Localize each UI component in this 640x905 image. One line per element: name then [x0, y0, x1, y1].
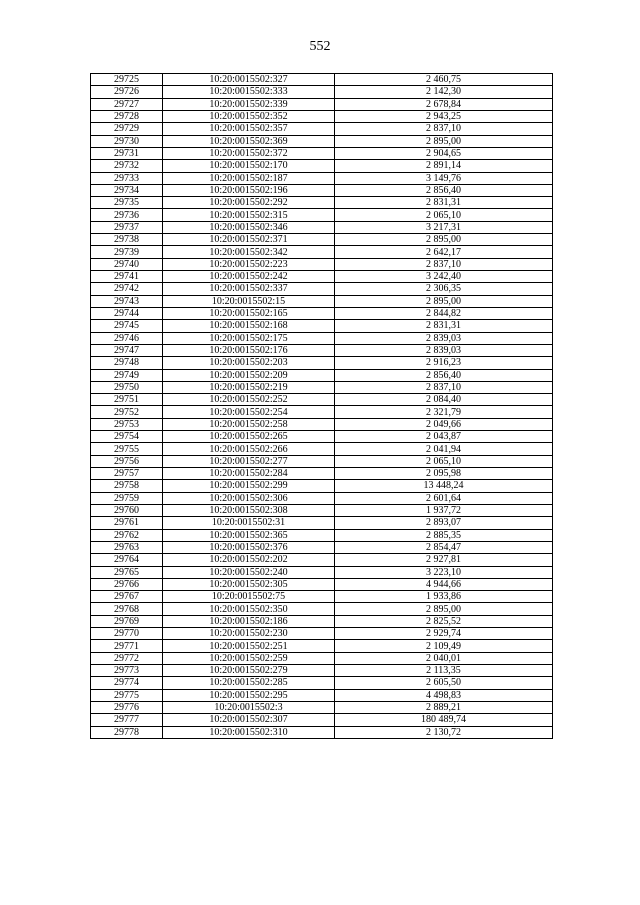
row-number-cell: 29740	[91, 258, 163, 270]
row-number-cell: 29763	[91, 541, 163, 553]
cadastral-value-cell: 2 113,35	[335, 665, 553, 677]
table-row	[91, 578, 553, 590]
page-number: 552	[309, 39, 331, 54]
table-row	[91, 123, 553, 135]
row-number-cell: 29750	[91, 381, 163, 393]
table-row	[91, 197, 553, 209]
cadastral-value-cell: 2 049,66	[335, 418, 553, 430]
row-number-cell: 29773	[91, 665, 163, 677]
cadastral-value-cell: 2 642,17	[335, 246, 553, 258]
cadastral-number-cell: 10:20:0015502:365	[163, 529, 335, 541]
cadastral-value-cell: 4 498,83	[335, 689, 553, 701]
cadastral-value-cell: 2 065,10	[335, 455, 553, 467]
row-number-cell: 29731	[91, 147, 163, 159]
cadastral-value-cell: 2 605,50	[335, 677, 553, 689]
cadastral-value-cell: 2 904,65	[335, 147, 553, 159]
table-row	[91, 221, 553, 233]
row-number-cell: 29751	[91, 394, 163, 406]
cadastral-number-cell: 10:20:0015502:333	[163, 86, 335, 98]
row-number-cell: 29777	[91, 714, 163, 726]
cadastral-value-cell: 2 065,10	[335, 209, 553, 221]
table-row	[91, 431, 553, 443]
table-body	[91, 74, 553, 739]
cadastral-value-cell: 2 825,52	[335, 615, 553, 627]
cadastral-value-cell: 2 856,40	[335, 369, 553, 381]
cadastral-number-cell: 10:20:0015502:369	[163, 135, 335, 147]
row-number-cell: 29768	[91, 603, 163, 615]
cadastral-number-cell: 10:20:0015502:285	[163, 677, 335, 689]
row-number-cell: 29736	[91, 209, 163, 221]
table-row	[91, 74, 553, 86]
cadastral-number-cell: 10:20:0015502:277	[163, 455, 335, 467]
table-row	[91, 455, 553, 467]
row-number-cell: 29753	[91, 418, 163, 430]
row-number-cell: 29732	[91, 160, 163, 172]
table-row	[91, 554, 553, 566]
row-number-cell: 29744	[91, 307, 163, 319]
row-number-cell: 29738	[91, 234, 163, 246]
cadastral-value-cell: 2 678,84	[335, 98, 553, 110]
cadastral-value-cell: 2 895,00	[335, 295, 553, 307]
cadastral-number-cell: 10:20:0015502:209	[163, 369, 335, 381]
cadastral-value-cell: 2 916,23	[335, 357, 553, 369]
table-row	[91, 603, 553, 615]
cadastral-number-cell: 10:20:0015502:284	[163, 468, 335, 480]
cadastral-number-cell: 10:20:0015502:175	[163, 332, 335, 344]
table-row	[91, 357, 553, 369]
cadastral-value-cell: 2 084,40	[335, 394, 553, 406]
row-number-cell: 29746	[91, 332, 163, 344]
cadastral-number-cell: 10:20:0015502:339	[163, 98, 335, 110]
cadastral-number-cell: 10:20:0015502:168	[163, 320, 335, 332]
table-row	[91, 529, 553, 541]
table-row	[91, 701, 553, 713]
cadastral-value-cell: 2 844,82	[335, 307, 553, 319]
cadastral-number-cell: 10:20:0015502:315	[163, 209, 335, 221]
cadastral-number-cell: 10:20:0015502:252	[163, 394, 335, 406]
row-number-cell: 29771	[91, 640, 163, 652]
table-row	[91, 110, 553, 122]
cadastral-number-cell: 10:20:0015502:186	[163, 615, 335, 627]
row-number-cell: 29761	[91, 517, 163, 529]
cadastral-value-cell: 2 885,35	[335, 529, 553, 541]
table-row	[91, 283, 553, 295]
table-row	[91, 86, 553, 98]
row-number-cell: 29759	[91, 492, 163, 504]
table-row	[91, 714, 553, 726]
row-number-cell: 29748	[91, 357, 163, 369]
row-number-cell: 29728	[91, 110, 163, 122]
cadastral-value-cell: 2 895,00	[335, 603, 553, 615]
cadastral-number-cell: 10:20:0015502:258	[163, 418, 335, 430]
cadastral-value-cell: 2 929,74	[335, 628, 553, 640]
cadastral-number-cell: 10:20:0015502:202	[163, 554, 335, 566]
cadastral-value-cell: 3 149,76	[335, 172, 553, 184]
cadastral-value-cell: 4 944,66	[335, 578, 553, 590]
cadastral-number-cell: 10:20:0015502:279	[163, 665, 335, 677]
table-row	[91, 147, 553, 159]
row-number-cell: 29725	[91, 74, 163, 86]
table-row	[91, 394, 553, 406]
table-row	[91, 246, 553, 258]
table-row	[91, 504, 553, 516]
row-number-cell: 29775	[91, 689, 163, 701]
table-row	[91, 295, 553, 307]
row-number-cell: 29741	[91, 271, 163, 283]
row-number-cell: 29734	[91, 184, 163, 196]
table-row	[91, 541, 553, 553]
table-row	[91, 320, 553, 332]
cadastral-number-cell: 10:20:0015502:223	[163, 258, 335, 270]
cadastral-value-cell: 2 831,31	[335, 320, 553, 332]
cadastral-number-cell: 10:20:0015502:308	[163, 504, 335, 516]
table-row	[91, 307, 553, 319]
table-row	[91, 332, 553, 344]
cadastral-value-cell: 3 217,31	[335, 221, 553, 233]
row-number-cell: 29774	[91, 677, 163, 689]
cadastral-value-cell: 2 142,30	[335, 86, 553, 98]
cadastral-value-cell: 2 893,07	[335, 517, 553, 529]
cadastral-value-cell: 2 109,49	[335, 640, 553, 652]
cadastral-number-cell: 10:20:0015502:371	[163, 234, 335, 246]
cadastral-number-cell: 10:20:0015502:75	[163, 591, 335, 603]
cadastral-number-cell: 10:20:0015502:242	[163, 271, 335, 283]
cadastral-number-cell: 10:20:0015502:251	[163, 640, 335, 652]
row-number-cell: 29742	[91, 283, 163, 295]
table-row	[91, 406, 553, 418]
row-number-cell: 29729	[91, 123, 163, 135]
cadastral-number-cell: 10:20:0015502:3	[163, 701, 335, 713]
cadastral-value-cell: 3 242,40	[335, 271, 553, 283]
cadastral-value-cell: 2 839,03	[335, 332, 553, 344]
cadastral-value-table	[90, 73, 553, 739]
table-row	[91, 689, 553, 701]
row-number-cell: 29739	[91, 246, 163, 258]
row-number-cell: 29743	[91, 295, 163, 307]
row-number-cell: 29776	[91, 701, 163, 713]
table-row	[91, 517, 553, 529]
cadastral-value-cell: 2 839,03	[335, 344, 553, 356]
cadastral-value-cell: 2 831,31	[335, 197, 553, 209]
row-number-cell: 29745	[91, 320, 163, 332]
cadastral-number-cell: 10:20:0015502:165	[163, 307, 335, 319]
table-row	[91, 209, 553, 221]
cadastral-value-cell: 2 856,40	[335, 184, 553, 196]
row-number-cell: 29766	[91, 578, 163, 590]
table-row	[91, 615, 553, 627]
cadastral-number-cell: 10:20:0015502:307	[163, 714, 335, 726]
cadastral-value-cell: 2 837,10	[335, 123, 553, 135]
row-number-cell: 29762	[91, 529, 163, 541]
row-number-cell: 29769	[91, 615, 163, 627]
cadastral-value-cell: 13 448,24	[335, 480, 553, 492]
table-row	[91, 234, 553, 246]
row-number-cell: 29767	[91, 591, 163, 603]
row-number-cell: 29757	[91, 468, 163, 480]
row-number-cell: 29726	[91, 86, 163, 98]
cadastral-number-cell: 10:20:0015502:305	[163, 578, 335, 590]
table-row	[91, 184, 553, 196]
cadastral-number-cell: 10:20:0015502:346	[163, 221, 335, 233]
cadastral-number-cell: 10:20:0015502:196	[163, 184, 335, 196]
table-row	[91, 652, 553, 664]
row-number-cell: 29765	[91, 566, 163, 578]
cadastral-value-cell: 2 895,00	[335, 234, 553, 246]
cadastral-number-cell: 10:20:0015502:327	[163, 74, 335, 86]
table-row	[91, 369, 553, 381]
cadastral-number-cell: 10:20:0015502:295	[163, 689, 335, 701]
cadastral-value-cell: 2 837,10	[335, 381, 553, 393]
cadastral-number-cell: 10:20:0015502:306	[163, 492, 335, 504]
row-number-cell: 29755	[91, 443, 163, 455]
table-row	[91, 135, 553, 147]
cadastral-number-cell: 10:20:0015502:337	[163, 283, 335, 295]
cadastral-number-cell: 10:20:0015502:170	[163, 160, 335, 172]
cadastral-number-cell: 10:20:0015502:259	[163, 652, 335, 664]
cadastral-number-cell: 10:20:0015502:352	[163, 110, 335, 122]
row-number-cell: 29754	[91, 431, 163, 443]
row-number-cell: 29772	[91, 652, 163, 664]
row-number-cell: 29735	[91, 197, 163, 209]
row-number-cell: 29758	[91, 480, 163, 492]
cadastral-number-cell: 10:20:0015502:299	[163, 480, 335, 492]
cadastral-value-cell: 2 095,98	[335, 468, 553, 480]
cadastral-value-cell: 2 043,87	[335, 431, 553, 443]
cadastral-value-cell: 2 460,75	[335, 74, 553, 86]
cadastral-value-cell: 2 306,35	[335, 283, 553, 295]
cadastral-value-cell: 2 927,81	[335, 554, 553, 566]
cadastral-value-cell: 180 489,74	[335, 714, 553, 726]
cadastral-value-cell: 1 933,86	[335, 591, 553, 603]
table-row	[91, 566, 553, 578]
cadastral-number-cell: 10:20:0015502:219	[163, 381, 335, 393]
cadastral-value-cell: 2 891,14	[335, 160, 553, 172]
cadastral-number-cell: 10:20:0015502:357	[163, 123, 335, 135]
table-row	[91, 677, 553, 689]
row-number-cell: 29752	[91, 406, 163, 418]
row-number-cell: 29760	[91, 504, 163, 516]
cadastral-value-cell: 2 321,79	[335, 406, 553, 418]
cadastral-value-cell: 1 937,72	[335, 504, 553, 516]
table-row	[91, 628, 553, 640]
cadastral-number-cell: 10:20:0015502:240	[163, 566, 335, 578]
cadastral-value-cell: 2 889,21	[335, 701, 553, 713]
table-row	[91, 344, 553, 356]
row-number-cell: 29756	[91, 455, 163, 467]
cadastral-number-cell: 10:20:0015502:187	[163, 172, 335, 184]
row-number-cell: 29747	[91, 344, 163, 356]
table-row	[91, 381, 553, 393]
cadastral-number-cell: 10:20:0015502:350	[163, 603, 335, 615]
cadastral-value-cell: 2 130,72	[335, 726, 553, 738]
cadastral-number-cell: 10:20:0015502:376	[163, 541, 335, 553]
cadastral-value-cell: 2 895,00	[335, 135, 553, 147]
table-row	[91, 492, 553, 504]
cadastral-value-cell: 2 854,47	[335, 541, 553, 553]
table-row	[91, 98, 553, 110]
cadastral-number-cell: 10:20:0015502:176	[163, 344, 335, 356]
cadastral-value-cell: 2 041,94	[335, 443, 553, 455]
row-number-cell: 29770	[91, 628, 163, 640]
cadastral-number-cell: 10:20:0015502:254	[163, 406, 335, 418]
cadastral-number-cell: 10:20:0015502:265	[163, 431, 335, 443]
row-number-cell: 29764	[91, 554, 163, 566]
table-row	[91, 480, 553, 492]
cadastral-number-cell: 10:20:0015502:292	[163, 197, 335, 209]
cadastral-number-cell: 10:20:0015502:15	[163, 295, 335, 307]
cadastral-value-cell: 2 837,10	[335, 258, 553, 270]
table-row	[91, 172, 553, 184]
row-number-cell: 29730	[91, 135, 163, 147]
cadastral-value-cell: 2 601,64	[335, 492, 553, 504]
table-row	[91, 418, 553, 430]
cadastral-number-cell: 10:20:0015502:310	[163, 726, 335, 738]
table-row	[91, 160, 553, 172]
table-row	[91, 591, 553, 603]
table-row	[91, 271, 553, 283]
cadastral-number-cell: 10:20:0015502:203	[163, 357, 335, 369]
table-row	[91, 468, 553, 480]
cadastral-number-cell: 10:20:0015502:31	[163, 517, 335, 529]
row-number-cell: 29778	[91, 726, 163, 738]
table-row	[91, 640, 553, 652]
row-number-cell: 29727	[91, 98, 163, 110]
cadastral-value-cell: 2 943,25	[335, 110, 553, 122]
cadastral-number-cell: 10:20:0015502:342	[163, 246, 335, 258]
table-row	[91, 258, 553, 270]
table-row	[91, 665, 553, 677]
cadastral-value-cell: 2 040,01	[335, 652, 553, 664]
cadastral-number-cell: 10:20:0015502:230	[163, 628, 335, 640]
row-number-cell: 29733	[91, 172, 163, 184]
table-row	[91, 726, 553, 738]
cadastral-number-cell: 10:20:0015502:266	[163, 443, 335, 455]
table-row	[91, 443, 553, 455]
row-number-cell: 29749	[91, 369, 163, 381]
cadastral-number-cell: 10:20:0015502:372	[163, 147, 335, 159]
row-number-cell: 29737	[91, 221, 163, 233]
cadastral-value-cell: 3 223,10	[335, 566, 553, 578]
